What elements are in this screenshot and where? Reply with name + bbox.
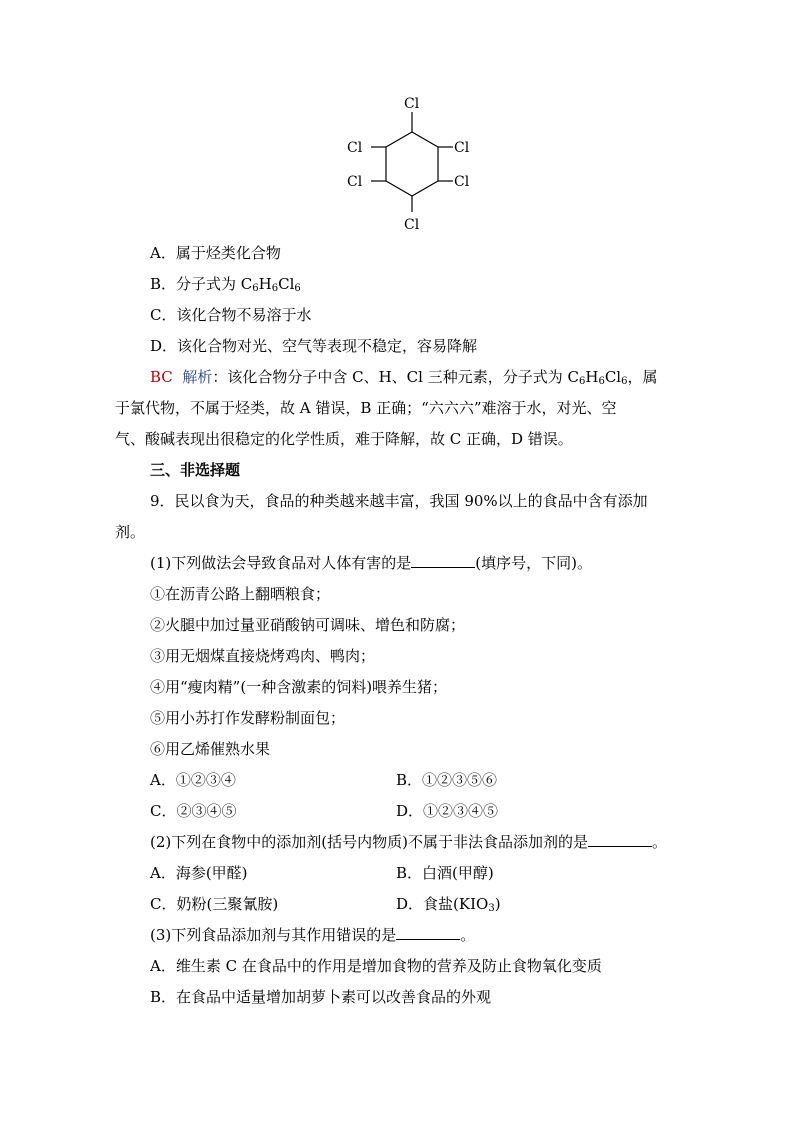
p2-option-d: D．食盐$(KIO_3)$ (396, 895, 501, 914)
q9-part-3: (3)下列食品添加剂与其作用错误的是 。 (150, 926, 476, 944)
cl-atom-label: Cl (347, 174, 363, 190)
p2-option-a: A．海参(甲醛) (150, 864, 248, 882)
cl-atom-label: Cl (404, 217, 420, 232)
q9-item: ④用“瘦肉精”(一种含激素的饲料)喂养生猪； (150, 678, 448, 696)
cl-atom-label: Cl (454, 174, 470, 190)
q9-item: ③用无烟煤直接烧烤鸡肉、鸭肉； (150, 647, 376, 665)
cl-atom-label: Cl (347, 140, 363, 156)
analysis-label: 解析 (182, 368, 213, 386)
p3-option-a: A．维生素 C 在食品中的作用是增加食物的营养及防止食物氧化变质 (150, 957, 602, 975)
p2-option-c: C．奶粉(三聚氰胺) (150, 895, 279, 913)
ring-bond (386, 181, 412, 196)
q9-item: ⑤用小苏打作发酵粉制面包； (150, 709, 346, 727)
p1-option-d: D．①②③④⑤ (396, 802, 499, 820)
option-b: B．分子式为 $C_6H_6Cl_6$ (150, 275, 301, 294)
q9-part-2: (2)下列在食物中的添加剂(括号内物质)不属于非法食品添加剂的是 。 (150, 833, 667, 851)
analysis-line-1: BC 解析：该化合物分子中含 C、H、Cl 三种元素，分子式为 $C_6H_6Cl_6$，属 (150, 368, 658, 387)
p1-option-c: C．②③④⑤ (150, 802, 237, 820)
q9-item: ②火腿中加过量亚硝酸钠可调味、增色和防腐； (150, 616, 466, 634)
p2-option-b: B．白酒(甲醇) (396, 864, 494, 882)
hexachlorocyclohexane-structure (340, 92, 480, 232)
ring-bond (412, 132, 438, 147)
option-d: D．该化合物对光、空气等表现不稳定，容易降解 (150, 337, 478, 355)
cl-atom-label: Cl (404, 96, 420, 112)
q9-item: ⑥用乙烯催熟水果 (150, 740, 271, 758)
q9-intro-line-1: 9．民以食为天，食品的种类越来越丰富，我国 90%以上的食品中含有添加 (150, 492, 648, 510)
q9-item: ①在沥青公路上翻晒粮食； (150, 585, 331, 603)
option-a: A．属于烃类化合物 (150, 244, 281, 262)
cl-atom-label: Cl (454, 140, 470, 156)
option-c: C．该化合物不易溶于水 (150, 306, 312, 324)
p3-option-b: B．在食品中适量增加胡萝卜素可以改善食品的外观 (150, 988, 492, 1006)
analysis-line-3: 气、酸碱表现出很稳定的化学性质，难于降解，故 C 正确，D 错误。 (115, 430, 573, 448)
answer-blank[interactable] (411, 553, 475, 568)
ring-bonds (371, 112, 453, 212)
p1-option-b: B．①②③⑤⑥ (396, 771, 498, 789)
q9-part-1: (1)下列做法会导致食品对人体有害的是 (填序号，下同)。 (150, 554, 592, 572)
answer-blank[interactable] (588, 832, 652, 847)
answer-label: BC (150, 368, 173, 386)
p1-option-a: A．①②③④ (150, 771, 236, 789)
ring-bond (386, 132, 412, 147)
section-title: 三、非选择题 (150, 461, 241, 479)
answer-blank[interactable] (396, 925, 460, 940)
analysis-line-2: 于氯代物，不属于烃类，故 A 错误，B 正确；“六六六”难溶于水，对光、空 (115, 399, 617, 417)
q9-intro-line-2: 剂。 (115, 523, 146, 541)
ring-bond (412, 181, 438, 196)
